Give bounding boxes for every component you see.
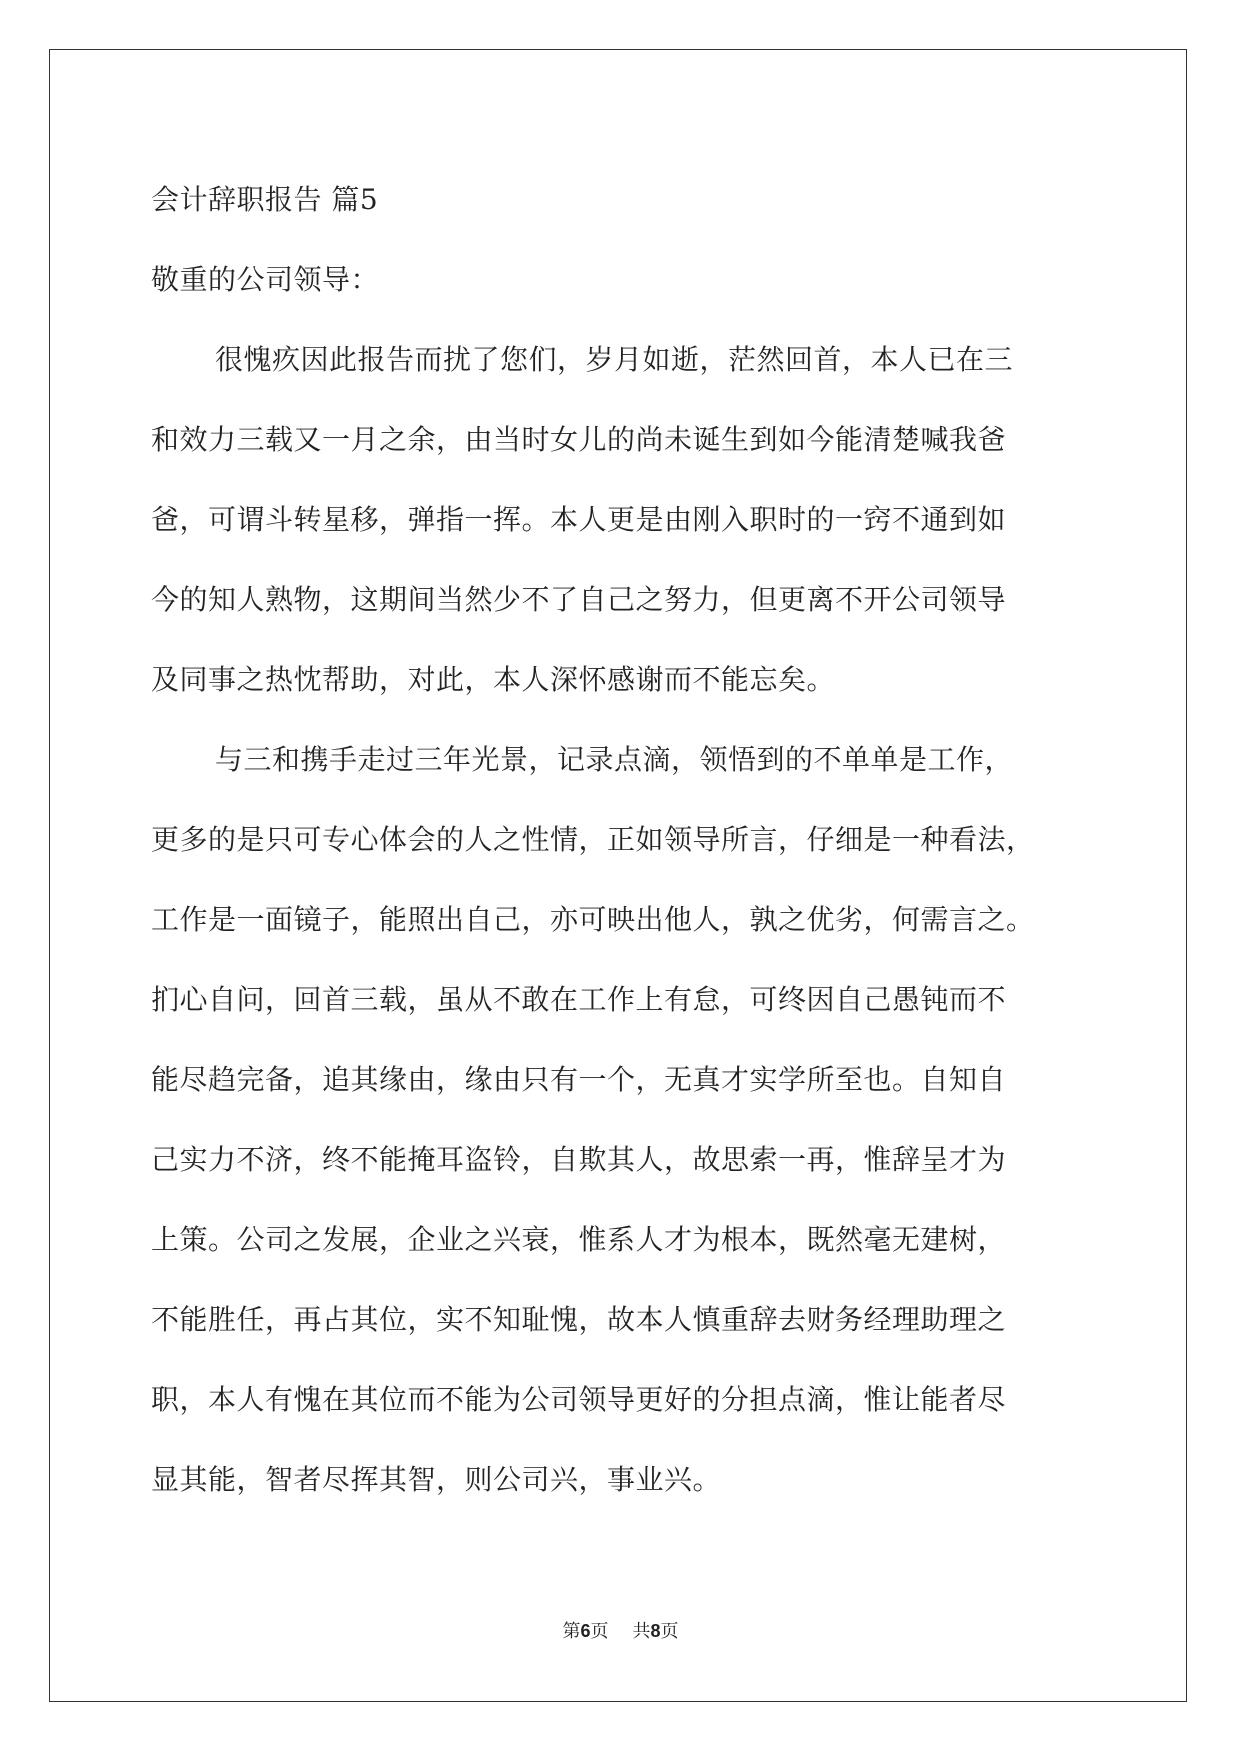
paragraph-line: 显其能，智者尽挥其智，则公司兴，事业兴。	[151, 1463, 722, 1496]
paragraph-line: 能尽趋完备，追其缘由，缘由只有一个，无真才实学所至也。自知自	[151, 1063, 1007, 1096]
document-title: 会计辞职报告 篇5	[151, 183, 379, 216]
paragraph	[151, 720, 1096, 1520]
total-prefix: 共	[632, 1621, 651, 1642]
current-page-number: 6	[580, 1621, 591, 1641]
paragraph-line: 职，本人有愧在其位而不能为公司领导更好的分担点滴，惟让能者尽	[151, 1383, 1007, 1416]
paragraph-line: 很愧疚因此报告而扰了您们，岁月如逝，茫然回首，本人已在三	[215, 343, 1014, 376]
paragraph-line: 爸，可谓斗转星移，弹指一挥。本人更是由刚入职时的一窍不通到如	[151, 503, 1007, 536]
paragraph-line: 今的知人熟物，这期间当然少不了自己之努力，但更离不开公司领导	[151, 583, 1007, 616]
paragraph-line: 和效力三载又一月之余，由当时女儿的尚未诞生到如今能清楚喊我爸	[151, 423, 1007, 456]
paragraph-line: 扪心自问，回首三载，虽从不敢在工作上有怠，可终因自己愚钝而不	[151, 983, 1007, 1016]
paragraph-line: 及同事之热忱帮助，对此，本人深怀感谢而不能忘矣。	[151, 663, 836, 696]
paragraph-line: 不能胜任，再占其位，实不知耻愧，故本人慎重辞去财务经理助理之	[151, 1303, 1007, 1336]
paragraph-line: 己实力不济，终不能掩耳盗铃，自欺其人，故思索一再，惟辞呈才为	[151, 1143, 1007, 1176]
page-prefix: 第	[562, 1621, 581, 1642]
page-footer	[0, 1617, 1241, 1643]
document-body	[151, 160, 1096, 1520]
paragraph	[151, 320, 1096, 720]
paragraph-line: 工作是一面镜子，能照出自己，亦可映出他人，孰之优劣，何需言之。	[151, 903, 1035, 936]
paragraph-line: 上策。公司之发展，企业之兴衰，惟系人才为根本，既然毫无建树，	[151, 1223, 1007, 1256]
total-page-number: 8	[650, 1621, 661, 1641]
page-suffix: 页	[590, 1621, 609, 1642]
total-suffix: 页	[660, 1621, 679, 1642]
salutation: 敬重的公司领导：	[151, 263, 380, 296]
paragraph-line: 与三和携手走过三年光景，记录点滴，领悟到的不单单是工作，	[215, 743, 1014, 776]
paragraph-line: 更多的是只可专心体会的人之性情，正如领导所言，仔细是一种看法，	[151, 823, 1035, 856]
